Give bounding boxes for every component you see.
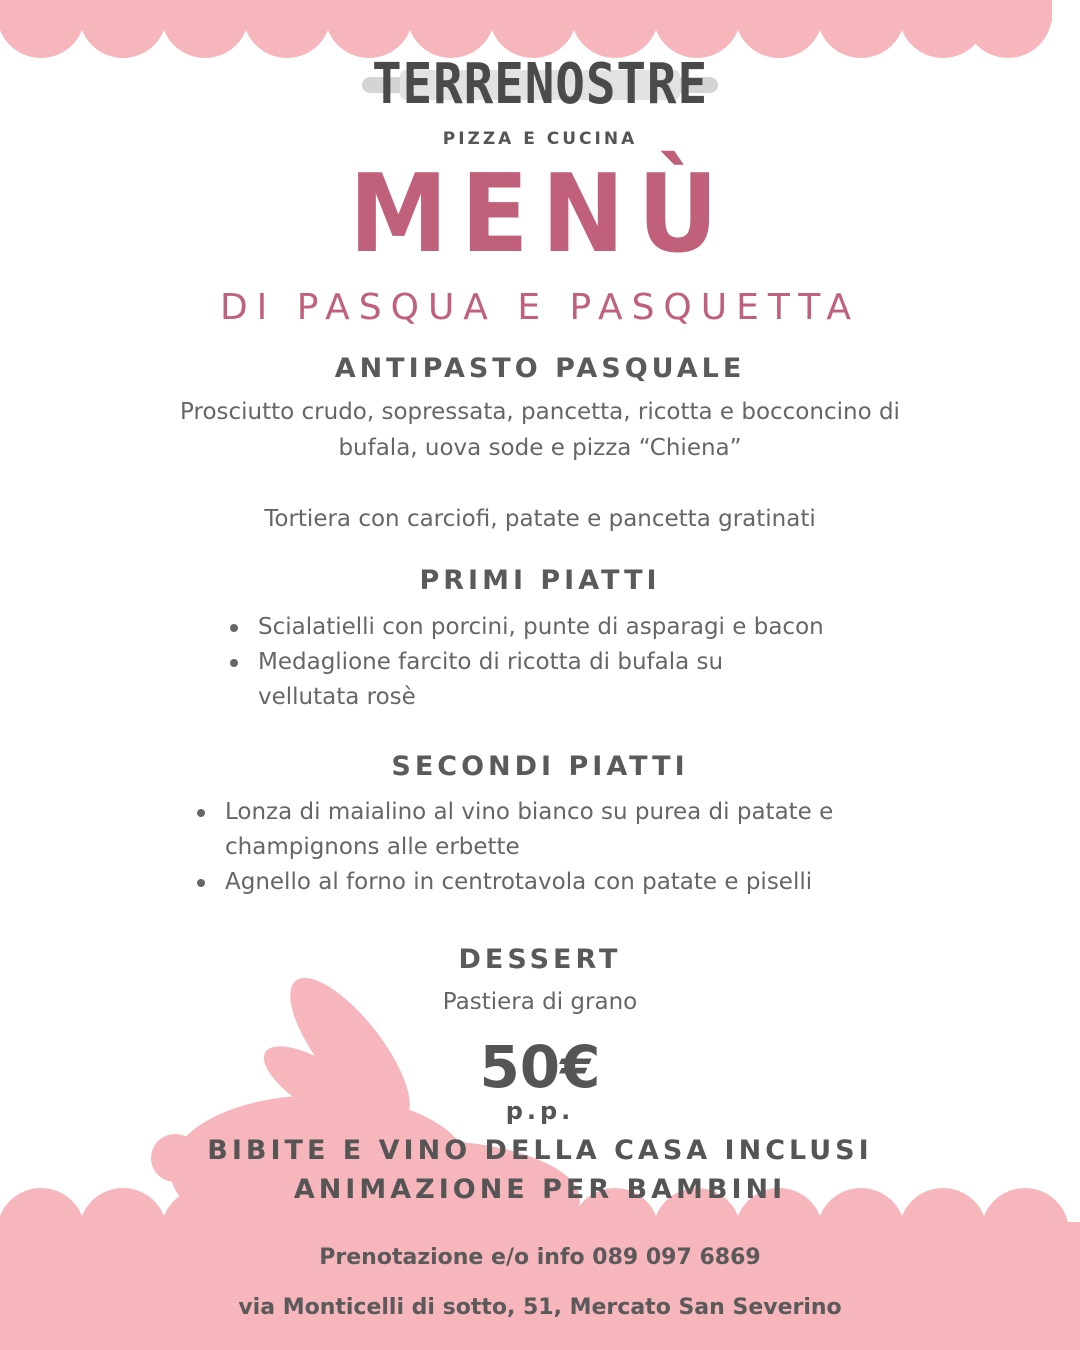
booking-info: Prenotazione e/o info 089 097 6869 — [319, 1245, 761, 1270]
antipasto-line-1: Prosciutto crudo, sopressata, pancetta, ricotta e bocconcino di — [180, 399, 900, 425]
logo-name: TERRENOSTRE — [371, 52, 709, 117]
menu-title: MENÙ — [348, 152, 732, 277]
antipasto-heading: ANTIPASTO PASQUALE — [334, 353, 746, 384]
antipasto-line-2: bufala, uova sode e pizza “Chiena” — [338, 435, 742, 461]
secondi-list — [193, 795, 883, 900]
menu-subtitle: DI PASQUA E PASQUETTA — [219, 287, 861, 328]
list-item: Lonza di maialino al vino bianco su purea di patate e champignons alle erbette — [193, 795, 883, 865]
list-item: Scialatielli con porcini, punte di asparagi e bacon — [226, 610, 826, 645]
dessert-item: Pastiera di grano — [442, 989, 638, 1015]
dessert-heading: DESSERT — [458, 944, 622, 975]
list-item: Medaglione farcito di ricotta di bufala su vellutata rosè — [226, 645, 826, 715]
included-line-1: BIBITE E VINO DELLA CASA INCLUSI — [207, 1135, 873, 1166]
primi-list — [226, 610, 826, 715]
included-line-2: ANIMAZIONE PER BAMBINI — [293, 1174, 787, 1205]
primi-heading: PRIMI PIATTI — [419, 565, 661, 596]
top-scallop-border — [0, 0, 1080, 60]
list-item: Agnello al forno in centrotavola con patate e piselli — [193, 865, 883, 900]
logo-tagline: PIZZA E CUCINA — [442, 129, 638, 149]
price-unit: p.p. — [505, 1097, 575, 1125]
price-amount: 50€ — [479, 1033, 601, 1101]
address: via Monticelli di sotto, 51, Mercato San Severino — [238, 1295, 842, 1320]
antipasto-line-3: Tortiera con carciofi, patate e pancetta gratinati — [264, 506, 816, 532]
secondi-heading: SECONDI PIATTI — [391, 751, 689, 782]
